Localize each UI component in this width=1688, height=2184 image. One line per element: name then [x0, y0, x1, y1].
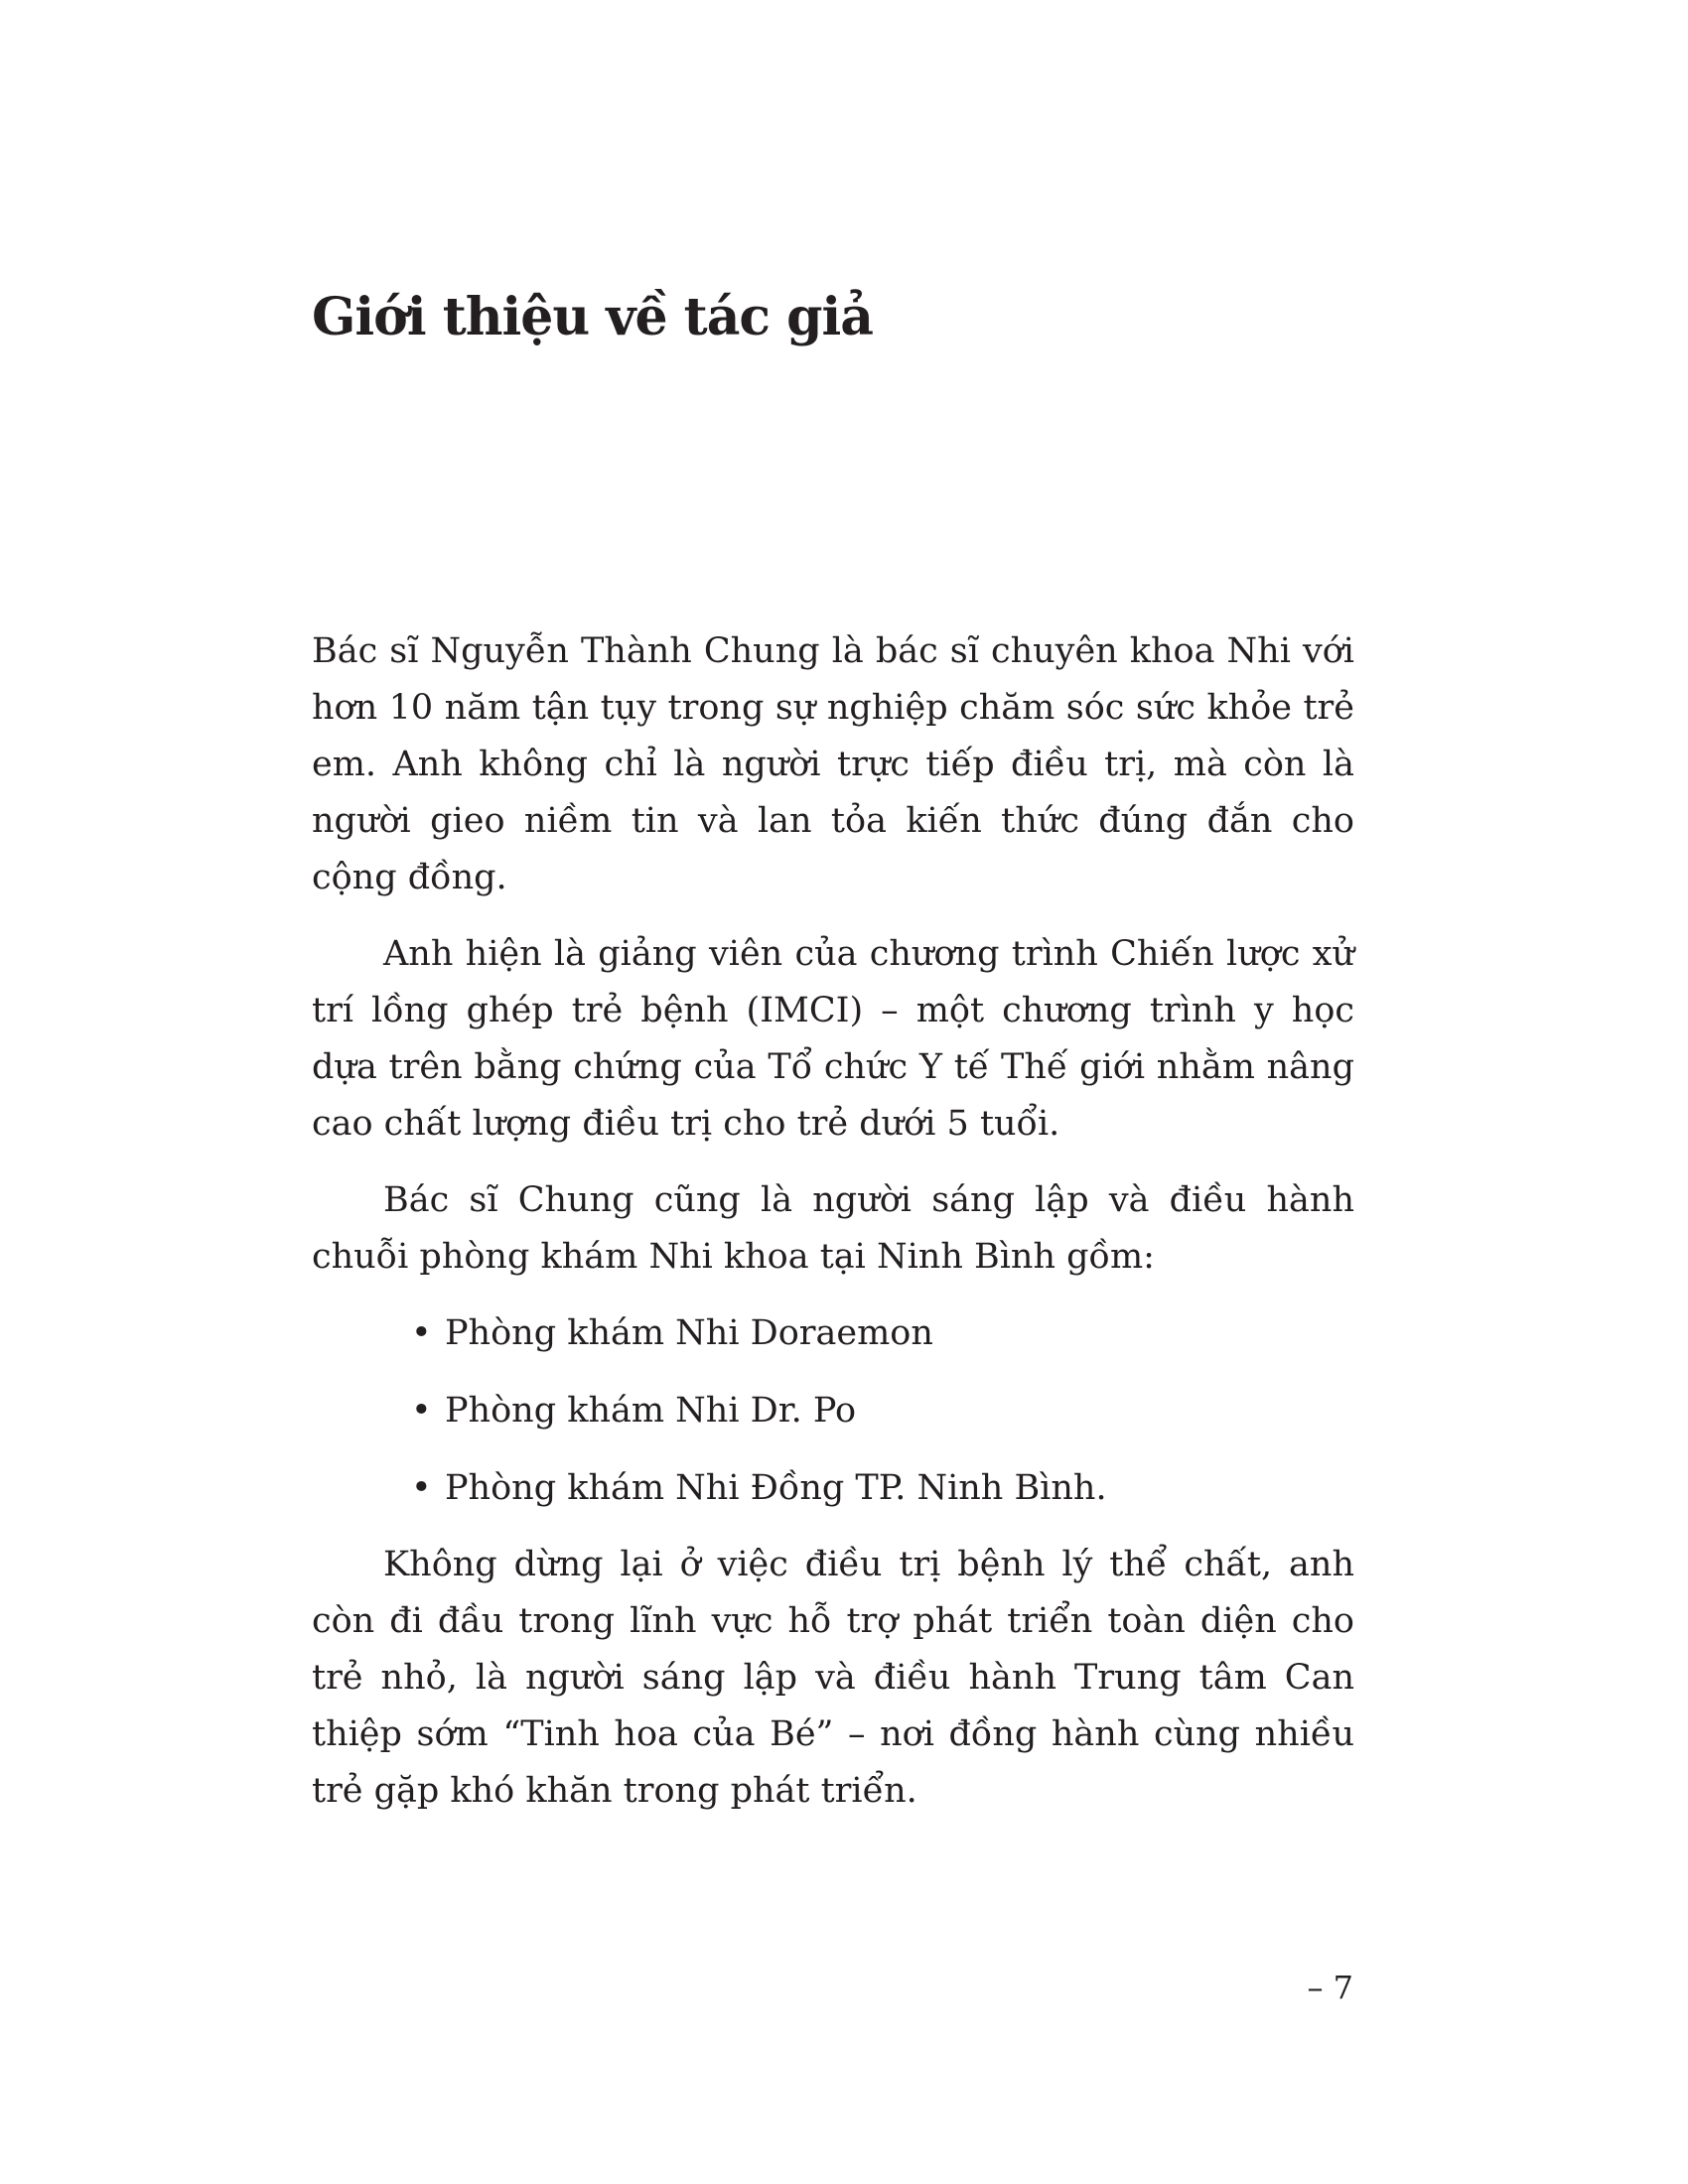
clinic-name: Phòng khám Nhi Đồng TP. Ninh Bình.: [445, 1468, 1107, 1508]
list-item: [312, 1305, 1354, 1362]
paragraph-intro: Bác sĩ Nguyễn Thành Chung là bác sĩ chuyên khoa Nhi với hơn 10 năm tận tụy trong sự nghiệp chăm sóc sức khỏe trẻ em. Anh không chỉ là người trực tiếp điều trị, mà còn là người gieo niềm tin và lan tỏa kiến thức đúng đắn cho cộng đồng.: [312, 631, 1354, 897]
body-text: [312, 623, 1354, 1840]
clinic-name: Phòng khám Nhi Dr. Po: [445, 1391, 857, 1431]
paragraph-clinics-intro: Bác sĩ Chung cũng là người sáng lập và điều hành chuỗi phòng khám Nhi khoa tại Ninh Bình gồm:: [312, 1180, 1354, 1277]
paragraph-closing: Không dừng lại ở việc điều trị bệnh lý thể chất, anh còn đi đầu trong lĩnh vực hỗ trợ phát triển toàn diện cho trẻ nhỏ, là người sáng lập và điều hành Trung tâm Can thiệp sớm “Tinh hoa của Bé” – nơi đồng hành cùng nhiều trẻ gặp khó khăn trong phát triển.: [312, 1545, 1354, 1811]
page-title: Giới thiệu về tác giả: [312, 287, 873, 347]
bullet-icon: •: [411, 1391, 432, 1431]
bullet-icon: •: [411, 1313, 432, 1353]
list-item: [312, 1383, 1354, 1439]
list-item: [312, 1460, 1354, 1517]
paragraph-imci: Anh hiện là giảng viên của chương trình Chiến lược xử trí lồng ghép trẻ bệnh (IMCI) – một chương trình y học dựa trên bằng chứng của Tổ chức Y tế Thế giới nhằm nâng cao chất lượng điều trị cho trẻ dưới 5 tuổi.: [312, 934, 1354, 1144]
clinic-list: [312, 1305, 1354, 1517]
page-number: – 7: [1307, 1969, 1353, 2006]
bullet-icon: •: [411, 1468, 432, 1508]
clinic-name: Phòng khám Nhi Doraemon: [445, 1313, 933, 1353]
